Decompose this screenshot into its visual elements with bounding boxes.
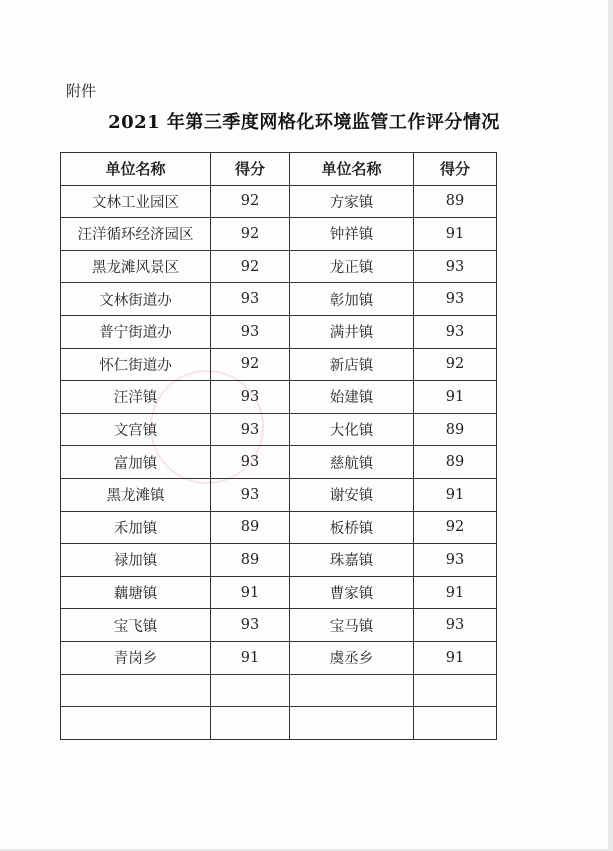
cell-unit-name-right: 大化镇 — [290, 413, 414, 446]
cell-unit-name-left — [61, 707, 211, 740]
table-row — [61, 576, 497, 609]
cell-unit-name-left: 怀仁街道办 — [61, 348, 211, 381]
table-row — [61, 381, 497, 414]
cell-unit-name-left: 文宫镇 — [61, 413, 211, 446]
cell-score-left: 93 — [211, 609, 290, 642]
cell-score-right: 92 — [414, 511, 497, 544]
table-row — [61, 707, 497, 740]
cell-score-right: 91 — [414, 641, 497, 674]
attachment-label: 附件 — [66, 82, 97, 100]
cell-unit-name-right: 虞丞乡 — [290, 641, 414, 674]
header-score-right: 得分 — [414, 153, 497, 186]
cell-unit-name-right — [290, 707, 414, 740]
table-row — [61, 250, 497, 283]
cell-score-right: 89 — [414, 446, 497, 479]
cell-score-right: 91 — [414, 576, 497, 609]
cell-score-right: 93 — [414, 283, 497, 316]
cell-unit-name-right: 谢安镇 — [290, 478, 414, 511]
cell-unit-name-right: 宝马镇 — [290, 609, 414, 642]
cell-score-left: 89 — [211, 511, 290, 544]
cell-score-right: 93 — [414, 544, 497, 577]
cell-score-right: 91 — [414, 218, 497, 251]
cell-unit-name-left: 禾加镇 — [61, 511, 211, 544]
cell-unit-name-left: 禄加镇 — [61, 544, 211, 577]
cell-score-left: 93 — [211, 381, 290, 414]
table-row — [61, 674, 497, 707]
cell-score-right — [414, 674, 497, 707]
score-table — [60, 152, 497, 740]
cell-score-right: 89 — [414, 413, 497, 446]
cell-score-right — [414, 707, 497, 740]
table-row — [61, 315, 497, 348]
cell-score-left: 91 — [211, 641, 290, 674]
cell-score-right: 92 — [414, 348, 497, 381]
cell-unit-name-right: 曹家镇 — [290, 576, 414, 609]
document-title: 2021 年第三季度网格化环境监管工作评分情况 — [108, 112, 500, 133]
cell-score-left: 93 — [211, 315, 290, 348]
cell-score-left: 93 — [211, 446, 290, 479]
table-row — [61, 185, 497, 218]
cell-unit-name-left: 汪洋镇 — [61, 381, 211, 414]
cell-score-right: 93 — [414, 315, 497, 348]
cell-unit-name-right: 慈航镇 — [290, 446, 414, 479]
table-row — [61, 641, 497, 674]
cell-unit-name-right: 珠嘉镇 — [290, 544, 414, 577]
cell-unit-name-left: 宝飞镇 — [61, 609, 211, 642]
cell-unit-name-left: 黑龙滩风景区 — [61, 250, 211, 283]
cell-unit-name-left: 富加镇 — [61, 446, 211, 479]
cell-score-right: 93 — [414, 609, 497, 642]
cell-unit-name-left: 文林工业园区 — [61, 185, 211, 218]
table-header-row — [61, 153, 497, 186]
cell-unit-name-left: 青岗乡 — [61, 641, 211, 674]
cell-unit-name-left: 汪洋循环经济园区 — [61, 218, 211, 251]
cell-unit-name-left: 藕塘镇 — [61, 576, 211, 609]
header-score-left: 得分 — [211, 153, 290, 186]
cell-score-left: 92 — [211, 185, 290, 218]
cell-unit-name-right: 彰加镇 — [290, 283, 414, 316]
cell-score-left: 93 — [211, 283, 290, 316]
table-row — [61, 348, 497, 381]
cell-score-right: 89 — [414, 185, 497, 218]
cell-unit-name-right: 龙正镇 — [290, 250, 414, 283]
cell-unit-name-right — [290, 674, 414, 707]
cell-unit-name-left — [61, 674, 211, 707]
table-row — [61, 446, 497, 479]
table-row — [61, 218, 497, 251]
table-row — [61, 413, 497, 446]
header-unit-name-left: 单位名称 — [61, 153, 211, 186]
cell-score-right: 91 — [414, 478, 497, 511]
cell-unit-name-right: 钟祥镇 — [290, 218, 414, 251]
cell-unit-name-right: 新店镇 — [290, 348, 414, 381]
table-row — [61, 609, 497, 642]
cell-score-left: 89 — [211, 544, 290, 577]
cell-score-left: 91 — [211, 576, 290, 609]
cell-unit-name-left: 黑龙滩镇 — [61, 478, 211, 511]
table-row — [61, 283, 497, 316]
table-row — [61, 511, 497, 544]
cell-score-right: 93 — [414, 250, 497, 283]
cell-unit-name-right: 满井镇 — [290, 315, 414, 348]
cell-unit-name-left: 普宁街道办 — [61, 315, 211, 348]
cell-unit-name-right: 板桥镇 — [290, 511, 414, 544]
cell-score-left: 93 — [211, 478, 290, 511]
cell-score-left: 92 — [211, 348, 290, 381]
table-row — [61, 544, 497, 577]
cell-score-left: 92 — [211, 218, 290, 251]
cell-score-left — [211, 674, 290, 707]
header-unit-name-right: 单位名称 — [290, 153, 414, 186]
cell-score-right: 91 — [414, 381, 497, 414]
cell-unit-name-right: 方家镇 — [290, 185, 414, 218]
cell-unit-name-right: 始建镇 — [290, 381, 414, 414]
cell-unit-name-left: 文林街道办 — [61, 283, 211, 316]
table-row — [61, 478, 497, 511]
cell-score-left — [211, 707, 290, 740]
cell-score-left: 93 — [211, 413, 290, 446]
cell-score-left: 92 — [211, 250, 290, 283]
